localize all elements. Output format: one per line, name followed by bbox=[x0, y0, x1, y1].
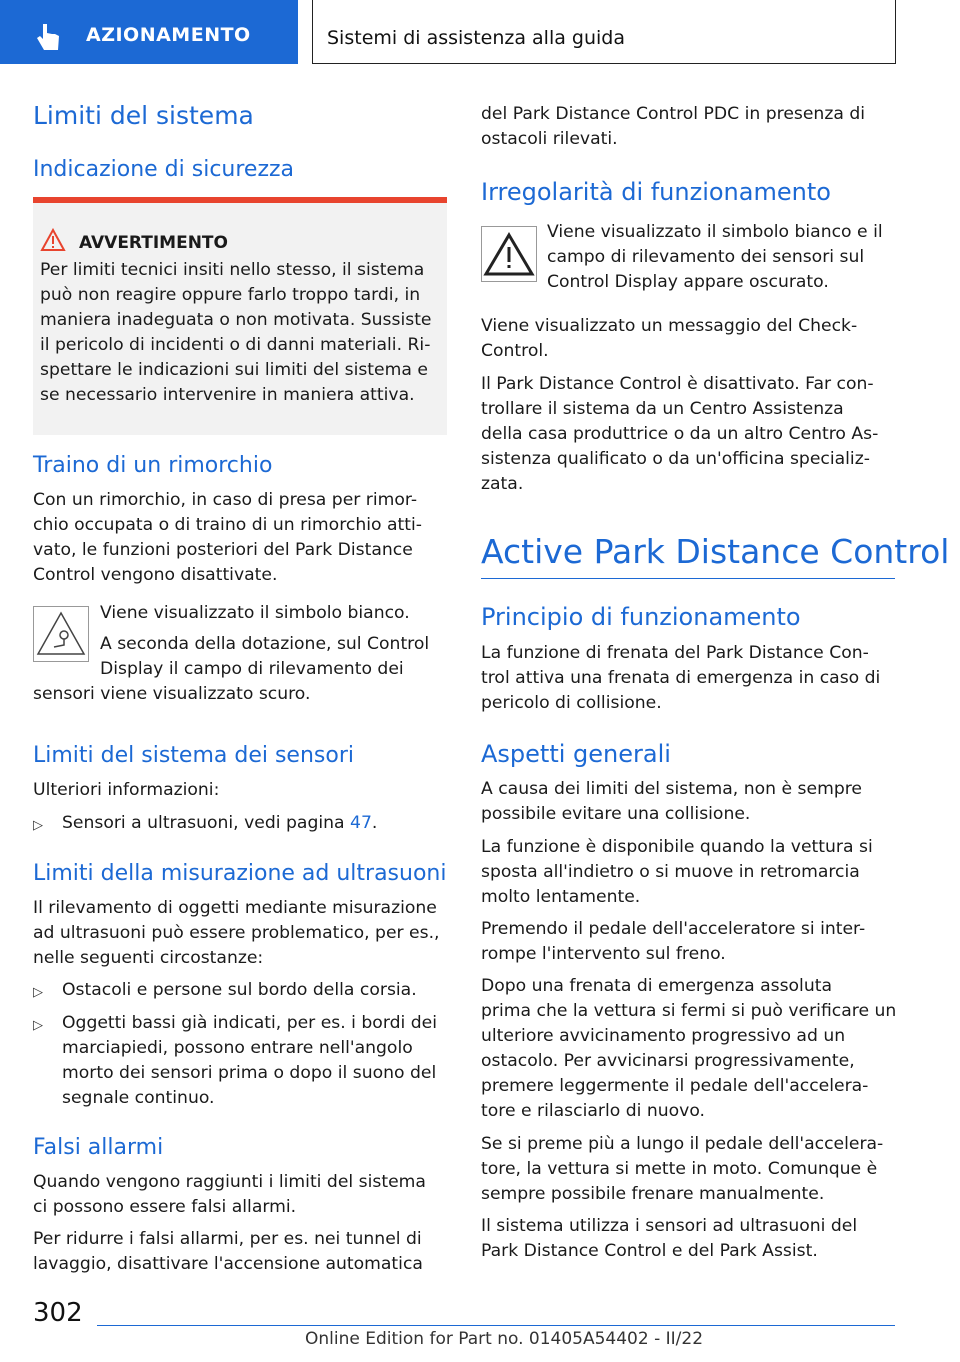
towing-after-text: sensori viene visualizzato scuro. bbox=[33, 684, 311, 704]
heading-principle: Principio di funzionamento bbox=[481, 603, 801, 631]
bullet-icon: ▷ bbox=[33, 1018, 43, 1033]
heading-general: Aspetti generali bbox=[481, 740, 671, 768]
warning-title: AVVERTIMENTO bbox=[79, 233, 228, 253]
title-rule bbox=[481, 578, 895, 579]
general-text-2: La funzione è disponibile quando la vettura si sposta all'indietro o si muove in retromarcia molto lentamente. bbox=[481, 837, 873, 907]
warning-triangle-icon bbox=[40, 228, 66, 252]
heading-towing: Traino di un rimorchio bbox=[33, 453, 273, 478]
heading-system-limits: Limiti del sistema bbox=[33, 101, 254, 130]
page-number: 302 bbox=[33, 1298, 83, 1328]
bullet-icon: ▷ bbox=[33, 818, 43, 833]
malfunction-text-1: Viene visualizzato un messaggio del Check- Control. bbox=[481, 316, 858, 361]
chapter-box bbox=[312, 0, 896, 64]
false-alarms-text-1: Quando vengono raggiunti i limiti del sistema ci possono essere falsi allarmi. bbox=[33, 1172, 426, 1217]
malfunction-text-2: Il Park Distance Control è disattivato. Far con- trollare il sistema da un Centro Assistenza della casa produttrice o da un altro Centro As- sistenza qualificato o da un'officina specializ- zata. bbox=[481, 374, 879, 494]
towing-icon-text-1: Viene visualizzato il simbolo bianco. bbox=[100, 603, 410, 623]
section-tab bbox=[0, 0, 298, 64]
towing-text: Con un rimorchio, in caso di presa per rimor- chio occupata o di traino di un rimorchio atti- vato, le funzioni posteriori del Park Distance Control vengono disattivate. bbox=[33, 490, 422, 585]
heading-safety: Indicazione di sicurezza bbox=[33, 157, 295, 182]
section-label: AZIONAMENTO bbox=[86, 24, 251, 46]
false-alarms-text-2: Per ridurre i falsi allarmi, per es. nei tunnel di lavaggio, disattivare l'accensione automatica bbox=[33, 1229, 423, 1274]
warning-text: Per limiti tecnici insiti nello stesso, il sistema può non reagire oppure farlo troppo tardi, in maniera inadeguata o non motivata. Sussiste il pericolo di incidenti o di danni materiali. Ri- spettare le indicazioni sui limiti del sistema e se necessario intervenire in maniera attiva. bbox=[40, 260, 432, 405]
chapter-label: Sistemi di assistenza alla guida bbox=[327, 27, 626, 49]
sensor-limits-text: Ulteriori informazioni: bbox=[33, 780, 220, 800]
footer-edition: Online Edition for Part no. 01405A54402 - II/22 bbox=[305, 1329, 704, 1349]
general-text-3: Premendo il pedale dell'acceleratore si inter- rompe l'intervento sul freno. bbox=[481, 919, 866, 964]
heading-malfunction: Irregolarità di funzionamento bbox=[481, 178, 831, 206]
chapter-title: Active Park Distance Control bbox=[481, 532, 950, 571]
sensor-bullet: Sensori a ultrasuoni, vedi pagina 47. bbox=[62, 813, 378, 833]
footer-rule bbox=[97, 1325, 895, 1326]
heading-false-alarms: Falsi allarmi bbox=[33, 1135, 164, 1160]
heading-ultrasound-limits: Limiti della misurazione ad ultrasuoni bbox=[33, 861, 447, 886]
general-text-1: A causa dei limiti del sistema, non è sempre possibile evitare una collisione. bbox=[481, 779, 862, 824]
trailer-hitch-icon bbox=[33, 606, 89, 662]
continued-text: del Park Distance Control PDC in presenza di ostacoli rilevati. bbox=[481, 104, 866, 149]
malfunction-icon-text: Viene visualizzato il simbolo bianco e il campo di rilevamento dei sensori sul Control Display appare oscurato. bbox=[547, 222, 883, 292]
ultrasound-bullet-1: Ostacoli e persone sul bordo della corsia. bbox=[62, 980, 417, 1000]
ultrasound-bullet-2: Oggetti bassi già indicati, per es. i bordi dei marciapiedi, possono entrare nell'angolo morto dei sensori prima o dopo il suono del segnale continuo. bbox=[62, 1013, 437, 1108]
general-text-4: Dopo una frenata di emergenza assoluta prima che la vettura si fermi si può verificare un ulteriore avvicinamento progressivo ad un ostacolo. Per avvicinarsi progressivamente, premere leggermente il pedale dell'accelera- tore e rilasciarlo di nuovo. bbox=[481, 976, 897, 1121]
heading-sensor-limits: Limiti del sistema dei sensori bbox=[33, 743, 354, 768]
warning-box bbox=[33, 197, 447, 435]
general-text-6: Il sistema utilizza i sensori ad ultrasuoni del Park Distance Control e del Park Assist. bbox=[481, 1216, 858, 1261]
principle-text: La funzione di frenata del Park Distance Con- trol attiva una frenata di emergenza in caso di pericolo di collisione. bbox=[481, 643, 881, 713]
towing-icon-text-2: A seconda della dotazione, sul Control Display il campo di rilevamento dei bbox=[100, 634, 430, 679]
ultrasound-text: Il rilevamento di oggetti mediante misurazione ad ultrasuoni può essere problematico, per es., nelle seguenti circostanze: bbox=[33, 898, 440, 968]
bullet-icon: ▷ bbox=[33, 985, 43, 1000]
hand-pointer-icon bbox=[34, 22, 62, 52]
page-link[interactable]: 47 bbox=[350, 813, 372, 833]
warning-triangle-icon bbox=[481, 226, 537, 282]
general-text-5: Se si preme più a lungo il pedale dell'accelera- tore, la vettura si mette in moto. Comunque è sempre possibile frenare manualmente. bbox=[481, 1134, 884, 1204]
